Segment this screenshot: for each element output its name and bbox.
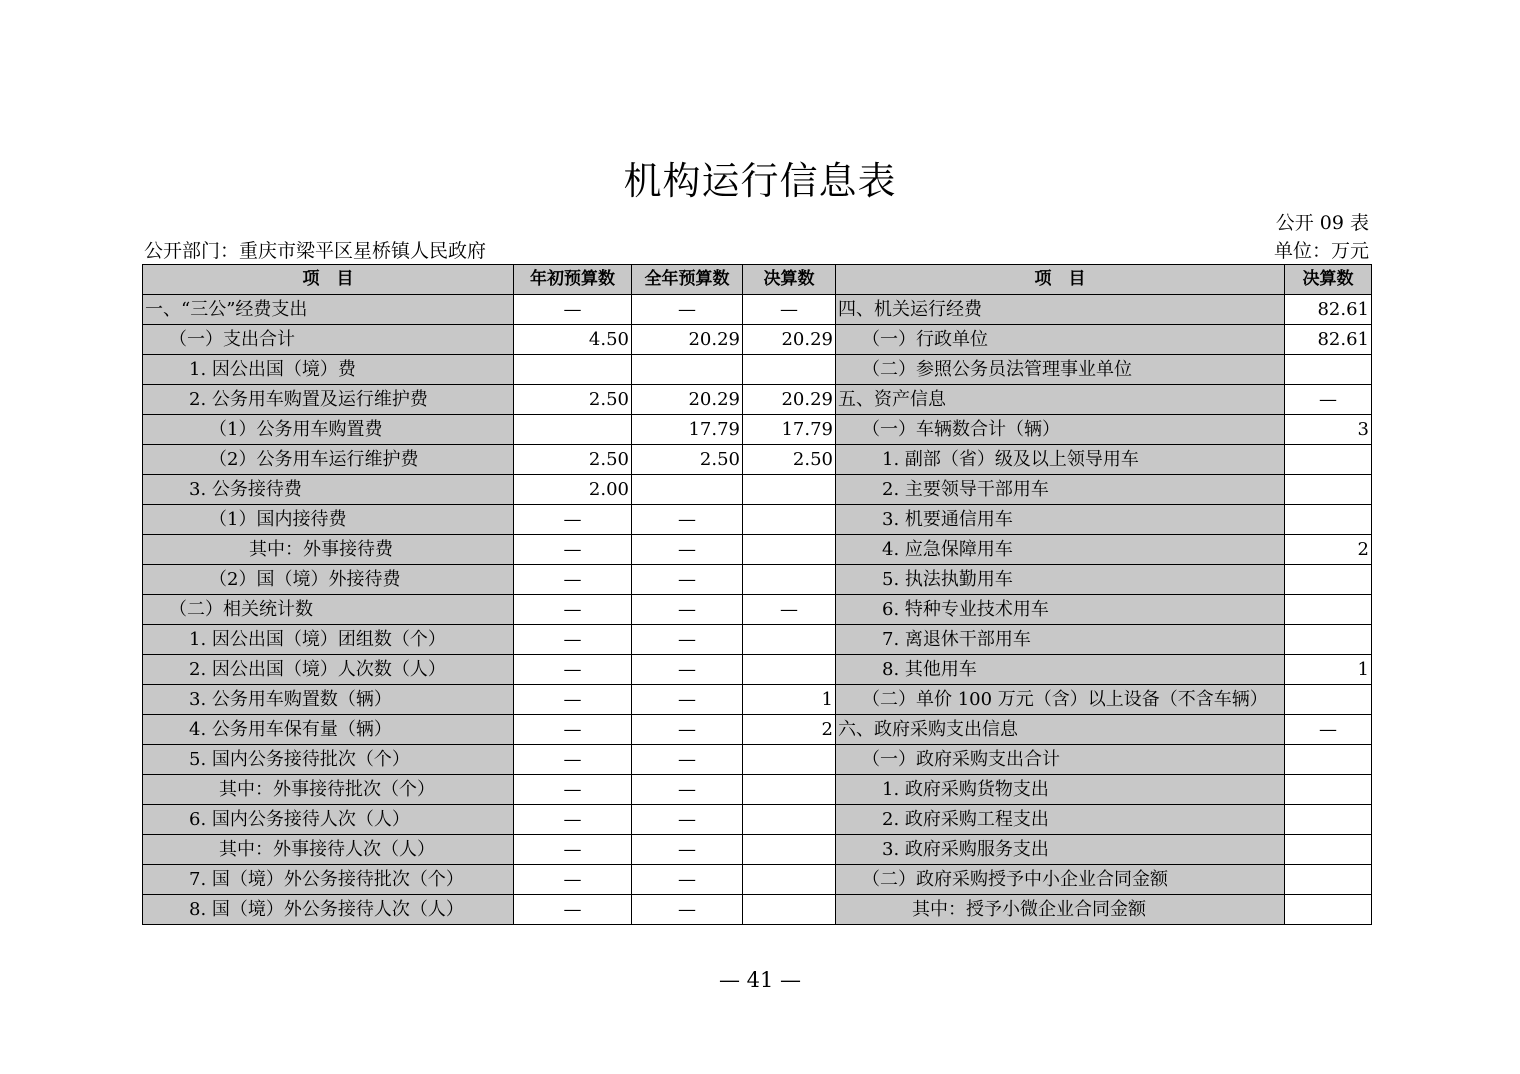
row-final-right (1285, 895, 1372, 925)
table-row (143, 325, 1372, 355)
row-final-left (743, 745, 836, 775)
table-row (143, 385, 1372, 415)
row-item-left: 其中：外事接待人次（人） (143, 835, 514, 865)
table-row (143, 625, 1372, 655)
row-budget-full (632, 475, 743, 505)
row-item-left: 8. 国（境）外公务接待人次（人） (143, 895, 514, 925)
row-budget-initial: — (514, 535, 632, 565)
row-final-left (743, 775, 836, 805)
row-budget-initial (514, 355, 632, 385)
row-item-right: 6. 特种专业技术用车 (836, 595, 1285, 625)
table-row (143, 805, 1372, 835)
row-budget-full: — (632, 295, 743, 325)
table-number: 公开 09 表 (1275, 212, 1369, 234)
row-item-left: 2. 公务用车购置及运行维护费 (143, 385, 514, 415)
row-item-right: 1. 副部（省）级及以上领导用车 (836, 445, 1285, 475)
table-row (143, 295, 1372, 325)
row-budget-full: — (632, 835, 743, 865)
row-final-right: 2 (1285, 535, 1372, 565)
row-item-left: 2. 因公出国（境）人次数（人） (143, 655, 514, 685)
header-item-right: 项 目 (836, 265, 1285, 295)
row-final-left: 2 (743, 715, 836, 745)
row-final-right (1285, 355, 1372, 385)
row-item-right: （二）政府采购授予中小企业合同金额 (836, 865, 1285, 895)
table-row (143, 775, 1372, 805)
row-budget-full (632, 355, 743, 385)
header-final-left: 决算数 (743, 265, 836, 295)
row-budget-full: — (632, 805, 743, 835)
page-title: 机构运行信息表 (623, 159, 897, 203)
row-item-left: 1. 因公出国（境）团组数（个） (143, 625, 514, 655)
row-budget-initial: 2.00 (514, 475, 632, 505)
table-row (143, 415, 1372, 445)
row-item-left: （2）公务用车运行维护费 (143, 445, 514, 475)
row-budget-full: — (632, 625, 743, 655)
row-budget-full: — (632, 775, 743, 805)
row-final-left (743, 655, 836, 685)
row-budget-full: — (632, 685, 743, 715)
row-final-left (743, 505, 836, 535)
table-row (143, 835, 1372, 865)
row-final-left: 20.29 (743, 385, 836, 415)
row-budget-full: 20.29 (632, 385, 743, 415)
row-budget-full: 17.79 (632, 415, 743, 445)
table-row (143, 355, 1372, 385)
row-budget-initial: 2.50 (514, 385, 632, 415)
row-budget-full: — (632, 745, 743, 775)
row-item-left: 其中：外事接待批次（个） (143, 775, 514, 805)
table-row (143, 715, 1372, 745)
row-budget-full: — (632, 505, 743, 535)
row-budget-full: — (632, 715, 743, 745)
row-item-left: 3. 公务用车购置数（辆） (143, 685, 514, 715)
row-item-left: 1. 因公出国（境）费 (143, 355, 514, 385)
row-item-right: 四、机关运行经费 (836, 295, 1285, 325)
unit-label: 单位：万元 (1273, 240, 1369, 262)
row-budget-initial: — (514, 625, 632, 655)
row-final-right (1285, 745, 1372, 775)
row-budget-initial: — (514, 595, 632, 625)
row-final-left (743, 805, 836, 835)
row-item-right: （一）政府采购支出合计 (836, 745, 1285, 775)
row-budget-full: — (632, 865, 743, 895)
row-budget-initial: — (514, 505, 632, 535)
header-final-right: 决算数 (1285, 265, 1372, 295)
row-item-left: 其中：外事接待费 (143, 535, 514, 565)
table-row (143, 745, 1372, 775)
row-budget-initial: — (514, 565, 632, 595)
row-item-left: （一）支出合计 (143, 325, 514, 355)
row-final-right (1285, 835, 1372, 865)
row-budget-initial: 4.50 (514, 325, 632, 355)
row-item-right: （二）参照公务员法管理事业单位 (836, 355, 1285, 385)
row-final-left: — (743, 595, 836, 625)
row-final-right (1285, 805, 1372, 835)
header-budget-full: 全年预算数 (632, 265, 743, 295)
row-budget-full: — (632, 535, 743, 565)
row-final-right (1285, 475, 1372, 505)
row-final-right (1285, 565, 1372, 595)
row-final-right (1285, 505, 1372, 535)
row-final-right (1285, 775, 1372, 805)
table-row (143, 505, 1372, 535)
row-item-right: 六、政府采购支出信息 (836, 715, 1285, 745)
row-budget-initial: — (514, 655, 632, 685)
row-final-right (1285, 685, 1372, 715)
row-final-left (743, 625, 836, 655)
row-budget-initial: — (514, 295, 632, 325)
row-budget-initial: — (514, 865, 632, 895)
table-row (143, 685, 1372, 715)
row-budget-initial (514, 415, 632, 445)
row-final-left (743, 535, 836, 565)
row-item-left: 7. 国（境）外公务接待批次（个） (143, 865, 514, 895)
row-final-right: 82.61 (1285, 325, 1372, 355)
row-final-left (743, 355, 836, 385)
row-final-left: — (743, 295, 836, 325)
table-row (143, 895, 1372, 925)
row-item-right: 7. 离退休干部用车 (836, 625, 1285, 655)
row-item-right: （一）行政单位 (836, 325, 1285, 355)
row-final-right (1285, 625, 1372, 655)
row-final-left: 20.29 (743, 325, 836, 355)
row-final-right: — (1285, 715, 1372, 745)
row-final-left (743, 475, 836, 505)
table-row (143, 445, 1372, 475)
row-budget-full: — (632, 655, 743, 685)
row-final-left: 2.50 (743, 445, 836, 475)
row-item-right: 2. 主要领导干部用车 (836, 475, 1285, 505)
header-budget-initial: 年初预算数 (514, 265, 632, 295)
row-final-right (1285, 865, 1372, 895)
row-final-right (1285, 445, 1372, 475)
row-item-right: 其中：授予小微企业合同金额 (836, 895, 1285, 925)
row-final-right: 1 (1285, 655, 1372, 685)
row-budget-initial: 2.50 (514, 445, 632, 475)
row-final-right: — (1285, 385, 1372, 415)
row-item-right: 5. 执法执勤用车 (836, 565, 1285, 595)
row-budget-full: — (632, 895, 743, 925)
row-budget-full: — (632, 565, 743, 595)
row-item-left: （2）国（境）外接待费 (143, 565, 514, 595)
row-final-right: 82.61 (1285, 295, 1372, 325)
row-final-right: 3 (1285, 415, 1372, 445)
row-budget-full: 20.29 (632, 325, 743, 355)
row-item-right: 3. 政府采购服务支出 (836, 835, 1285, 865)
table-row (143, 865, 1372, 895)
row-item-right: 2. 政府采购工程支出 (836, 805, 1285, 835)
header-row (143, 265, 1372, 295)
row-final-left: 1 (743, 685, 836, 715)
row-budget-full: — (632, 595, 743, 625)
row-budget-initial: — (514, 775, 632, 805)
row-final-left (743, 835, 836, 865)
row-item-right: 五、资产信息 (836, 385, 1285, 415)
row-item-right: （二）单价 100 万元（含）以上设备（不含车辆） (836, 685, 1285, 715)
row-budget-full: 2.50 (632, 445, 743, 475)
header-item-left: 项 目 (143, 265, 514, 295)
row-item-left: 一、“三公”经费支出 (143, 295, 514, 325)
row-item-left: 3. 公务接待费 (143, 475, 514, 505)
row-item-left: （1）国内接待费 (143, 505, 514, 535)
department-label: 公开部门：重庆市梁平区星桥镇人民政府 (144, 240, 487, 262)
row-budget-initial: — (514, 685, 632, 715)
row-item-right: （一）车辆数合计（辆） (836, 415, 1285, 445)
row-item-right: 1. 政府采购货物支出 (836, 775, 1285, 805)
row-item-left: 6. 国内公务接待人次（人） (143, 805, 514, 835)
row-final-left: 17.79 (743, 415, 836, 445)
row-budget-initial: — (514, 745, 632, 775)
info-table (142, 264, 1372, 925)
row-budget-initial: — (514, 895, 632, 925)
row-item-right: 3. 机要通信用车 (836, 505, 1285, 535)
row-item-left: 5. 国内公务接待批次（个） (143, 745, 514, 775)
page-number: — 41 — (718, 968, 802, 992)
row-final-left (743, 865, 836, 895)
row-budget-initial: — (514, 835, 632, 865)
row-budget-initial: — (514, 715, 632, 745)
row-item-right: 8. 其他用车 (836, 655, 1285, 685)
row-budget-initial: — (514, 805, 632, 835)
row-final-left (743, 895, 836, 925)
table-row (143, 655, 1372, 685)
table-row (143, 475, 1372, 505)
table-row (143, 595, 1372, 625)
row-item-left: （二）相关统计数 (143, 595, 514, 625)
row-final-left (743, 565, 836, 595)
row-item-right: 4. 应急保障用车 (836, 535, 1285, 565)
row-final-right (1285, 595, 1372, 625)
table-row (143, 535, 1372, 565)
row-item-left: （1）公务用车购置费 (143, 415, 514, 445)
table-row (143, 565, 1372, 595)
row-item-left: 4. 公务用车保有量（辆） (143, 715, 514, 745)
